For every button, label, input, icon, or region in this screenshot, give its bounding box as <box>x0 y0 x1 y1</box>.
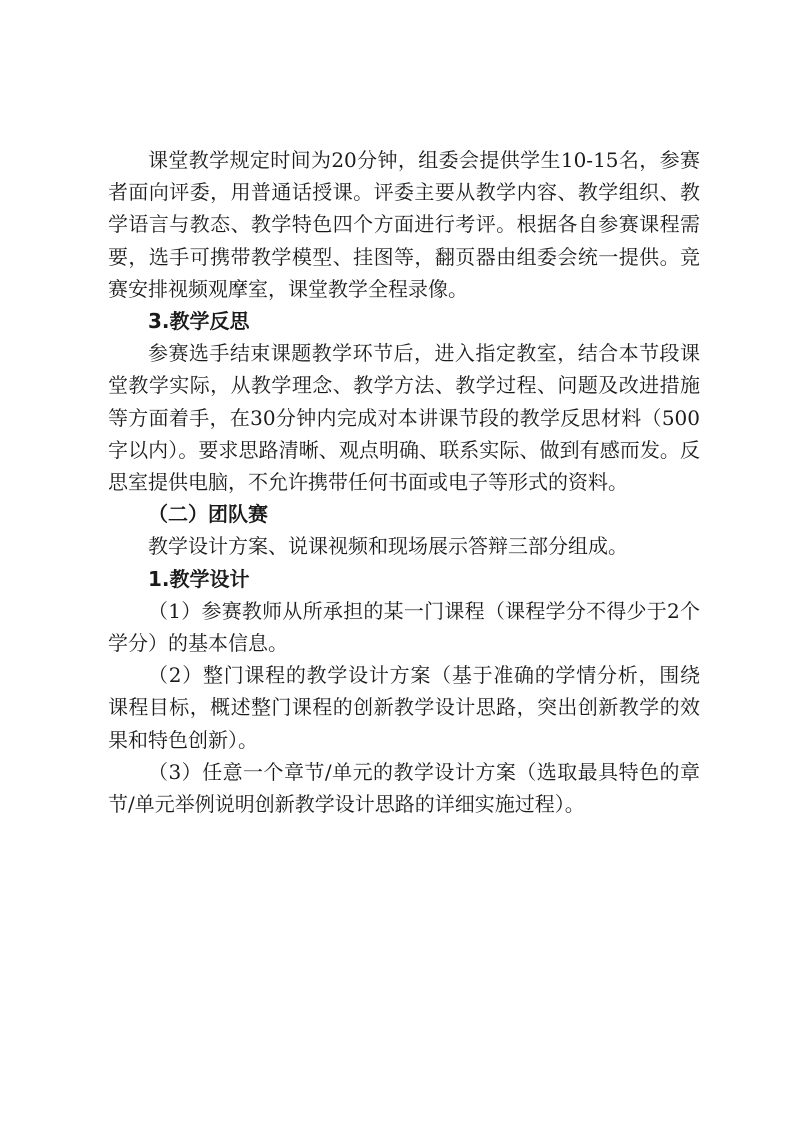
heading-teaching-design: 1.教学设计 <box>148 566 250 591</box>
paragraph-design-item-1: （1）参赛教师从所承担的某一门课程（课程学分不得少于2个学分）的基本信息。 <box>108 598 700 656</box>
paragraph-reflection: 参赛选手结束课题教学环节后，进入指定教室，结合本节段课堂教学实际，从教学理念、教学方法、教学过程、问题及改进措施等方面着手，在30分钟内完成对本讲课节段的教学反思材料（500字以内）。要求思路清晰、观点明确、联系实际、做到有感而发。反思室提供电脑，不允许携带任何书面或电子等形式的资料。 <box>108 341 700 495</box>
heading-teaching-reflection: 3.教学反思 <box>148 309 250 334</box>
paragraph-design-item-3: （3）任意一个章节/单元的教学设计方案（选取最具特色的章节/单元举例说明创新教学设计思路的详细实施过程）。 <box>108 759 700 817</box>
paragraph-team-intro: 教学设计方案、说课视频和现场展示答辩三部分组成。 <box>148 534 628 559</box>
document-page <box>108 144 700 820</box>
paragraph-design-item-2: （2）整门课程的教学设计方案（基于准确的学情分析，围绕课程目标，概述整门课程的创新教学设计思路，突出创新教学的效果和特色创新）。 <box>108 663 700 752</box>
heading-team-competition: （二）团队赛 <box>148 502 268 527</box>
paragraph-classroom-teaching: 课堂教学规定时间为20分钟，组委会提供学生10-15名，参赛者面向评委，用普通话授课。评委主要从教学内容、教学组织、教学语言与教态、教学特色四个方面进行考评。根据各自参赛课程需要，选手可携带教学模型、挂图等，翻页器由组委会统一提供。竞赛安排视频观摩室，课堂教学全程录像。 <box>108 148 700 301</box>
